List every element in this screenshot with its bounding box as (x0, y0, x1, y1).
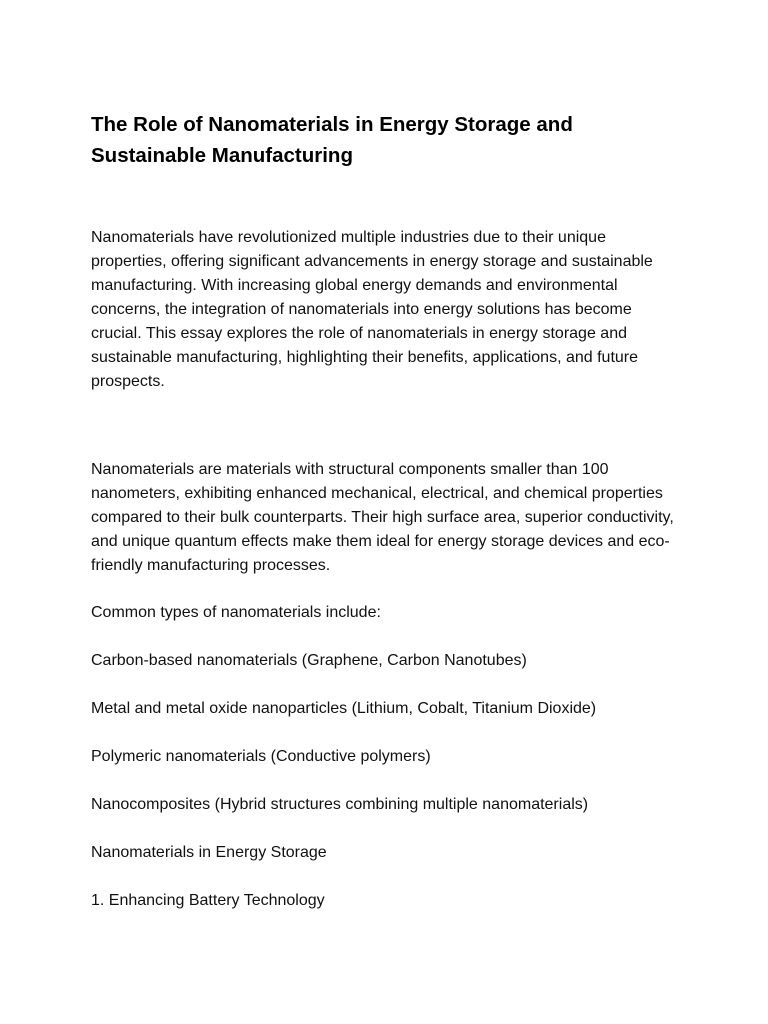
document-title: The Role of Nanomaterials in Energy Storage and Sustainable Manufacturing (91, 113, 573, 167)
section-heading: Nanomaterials in Energy Storage (91, 844, 327, 861)
type-item: Carbon-based nanomaterials (Graphene, Carbon Nanotubes) (91, 652, 527, 669)
subsection-heading: 1. Enhancing Battery Technology (91, 892, 325, 909)
types-intro-line: Common types of nanomaterials include: (91, 604, 381, 621)
type-item: Polymeric nanomaterials (Conductive polymers) (91, 748, 431, 765)
type-item: Metal and metal oxide nanoparticles (Lithium, Cobalt, Titanium Dioxide) (91, 700, 597, 717)
type-item: Nanocomposites (Hybrid structures combining multiple nanomaterials) (91, 796, 589, 813)
intro-paragraph: Nanomaterials have revolutionized multiple industries due to their unique properties, offering significant advancements in energy storage and sustainable manufacturing. With increasing global energy demands and environmental concerns, the integration of nanomaterials into energy solutions has become crucial. This essay explores the role of nanomaterials in energy storage and sustainable manufacturing, highlighting their benefits, applications, and future prospects. (91, 229, 653, 390)
definition-paragraph: Nanomaterials are materials with structural components smaller than 100 nanometers, exhibiting enhanced mechanical, electrical, and chemical properties compared to their bulk counterparts. Their high surface area, superior conductivity, and unique quantum effects make them ideal for energy storage devices and eco-friendly manufacturing processes. (91, 461, 674, 574)
